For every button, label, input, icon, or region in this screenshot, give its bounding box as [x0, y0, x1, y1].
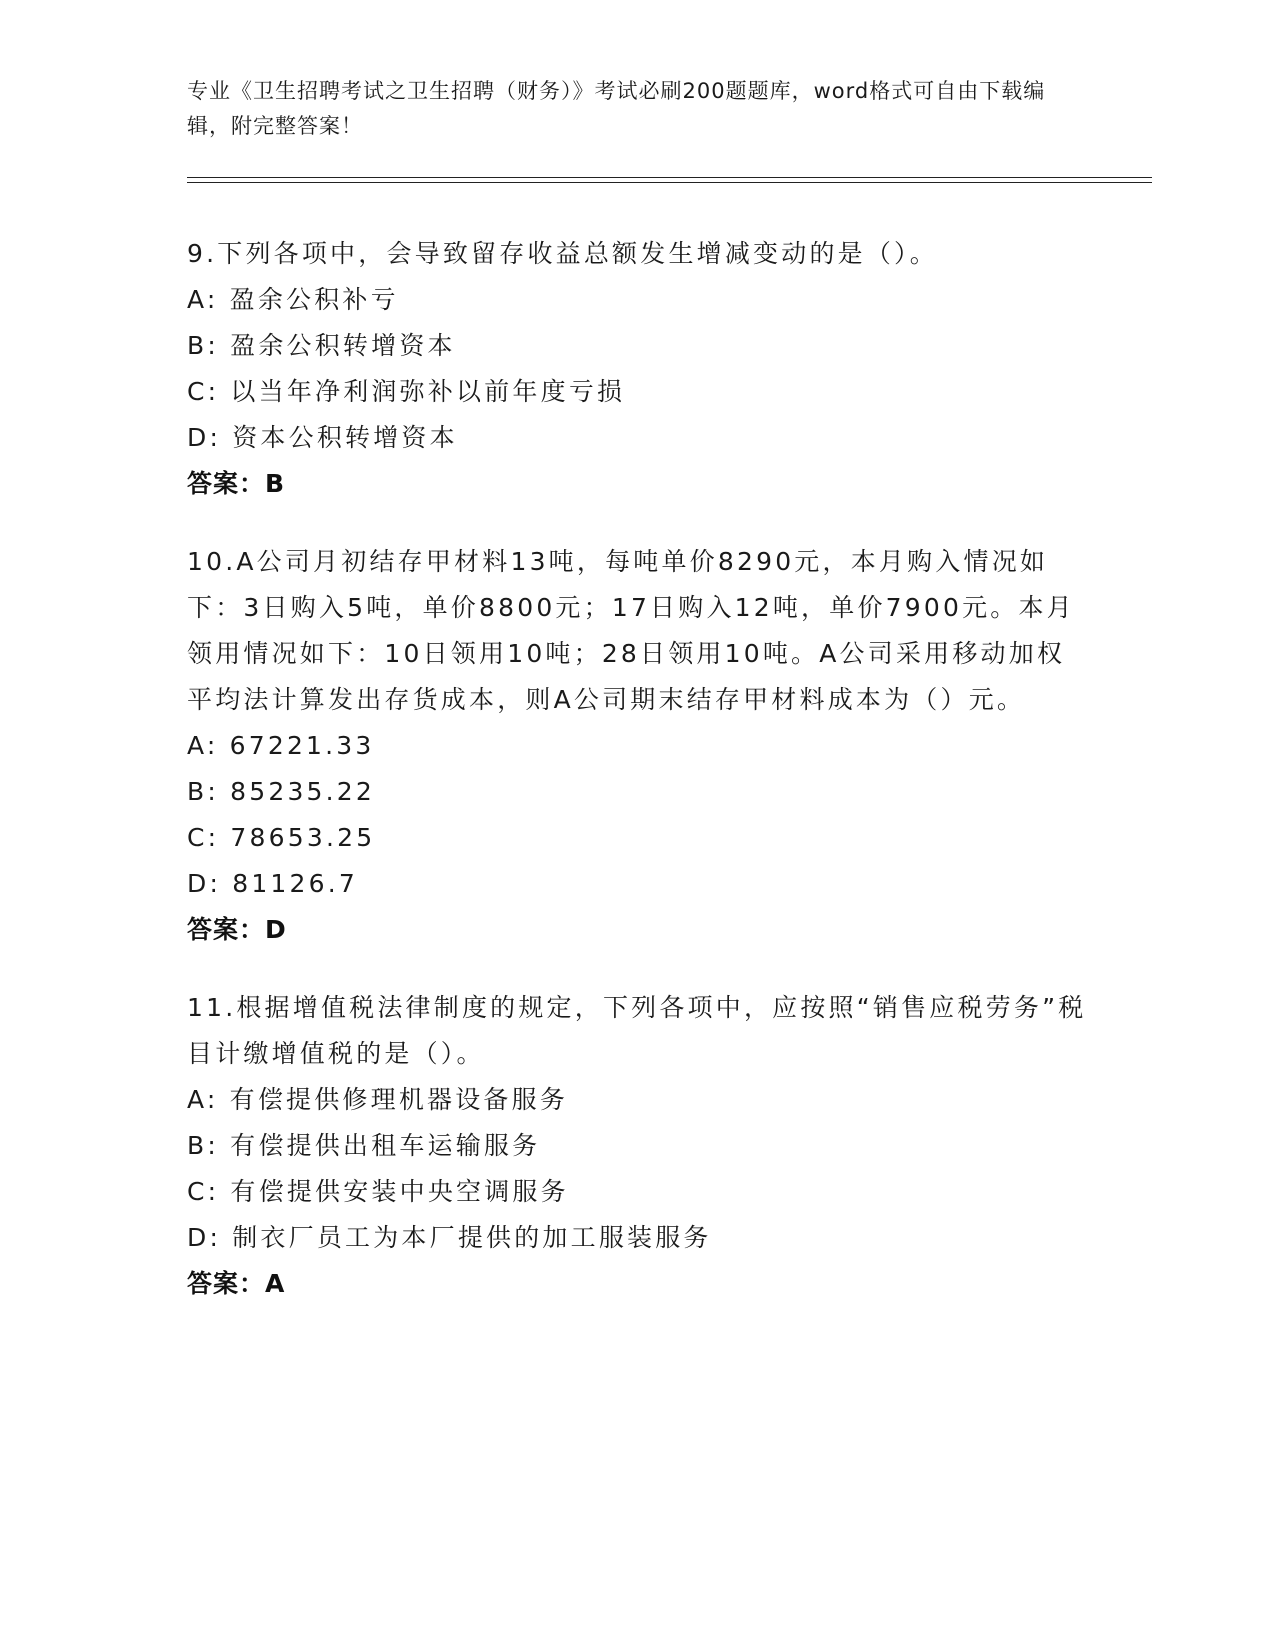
- document-header: 专业《卫生招聘考试之卫生招聘（财务）》考试必刷200题题库，word格式可自由下载编辑，附完整答案！: [187, 79, 1046, 138]
- option-b: B: 有偿提供出租车运输服务: [187, 1131, 541, 1160]
- question-11: [187, 985, 1087, 1307]
- option-c: C: 有偿提供安装中央空调服务: [187, 1177, 569, 1206]
- question-stem: 11.根据增值税法律制度的规定，下列各项中，应按照“销售应税劳务”税目计缴增值税的是（）。: [187, 993, 1087, 1068]
- option-c: C: 以当年净利润弥补以前年度亏损: [187, 377, 626, 406]
- option-d: D: 制衣厂员工为本厂提供的加工服装服务: [187, 1223, 712, 1252]
- answer-label: 答案：D: [187, 915, 287, 944]
- option-a: A: 有偿提供修理机器设备服务: [187, 1085, 569, 1114]
- answer-label: 答案：A: [187, 1269, 286, 1298]
- option-c: C: 78653.25: [187, 823, 376, 852]
- option-a: A: 67221.33: [187, 731, 375, 760]
- option-d: D: 81126.7: [187, 869, 359, 898]
- question-10: [187, 539, 1087, 953]
- question-stem: 9.下列各项中，会导致留存收益总额发生增减变动的是（）。: [187, 239, 938, 268]
- header-rule-bottom: [187, 182, 1152, 183]
- answer-label: 答案：B: [187, 469, 286, 498]
- question-9: [187, 231, 1087, 507]
- option-d: D: 资本公积转增资本: [187, 423, 458, 452]
- question-list: [187, 231, 1087, 1339]
- option-b: B: 盈余公积转增资本: [187, 331, 456, 360]
- question-stem: 10.A公司月初结存甲材料13吨，每吨单价8290元，本月购入情况如下：3日购入5吨，单价8800元；17日购入12吨，单价7900元。本月领用情况如下：10日领用10吨；28日领用10吨。A公司采用移动加权平均法计算发出存货成本，则A公司期末结存甲材料成本为（）元。: [187, 547, 1075, 714]
- header-rule-top: [187, 177, 1152, 178]
- option-a: A: 盈余公积补亏: [187, 285, 399, 314]
- option-b: B: 85235.22: [187, 777, 376, 806]
